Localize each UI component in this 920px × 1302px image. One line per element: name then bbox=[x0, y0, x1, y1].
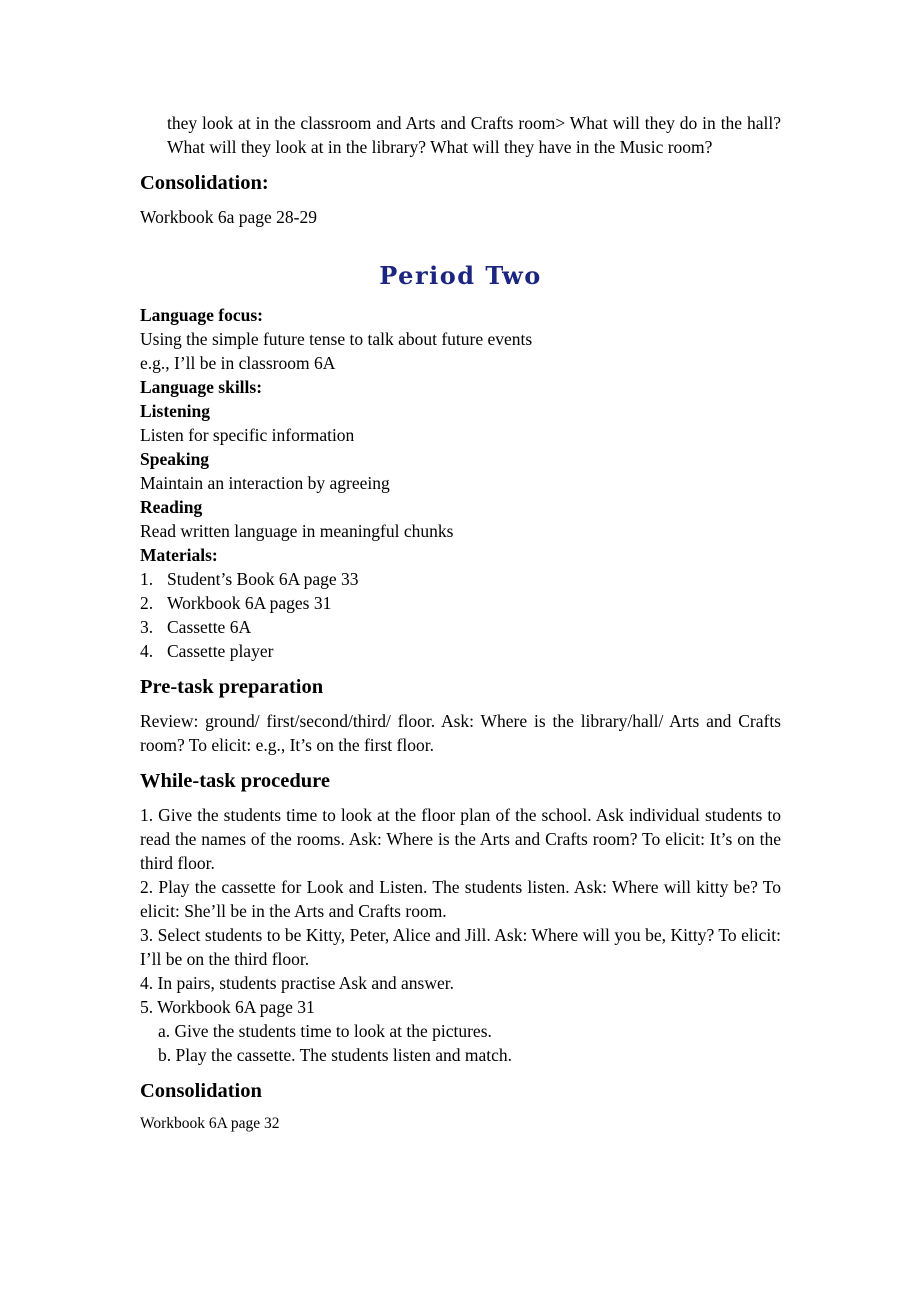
list-number: 1. bbox=[140, 569, 154, 589]
consolidation-text-2: Workbook 6A page 32 bbox=[140, 1115, 280, 1132]
language-focus-line: Using the simple future tense to talk about future events bbox=[140, 329, 533, 349]
list-text: Cassette player bbox=[167, 641, 274, 661]
reading-label: Reading bbox=[140, 497, 203, 517]
list-item bbox=[140, 567, 781, 591]
reading-text: Read written language in meaningful chunks bbox=[140, 521, 454, 541]
while-task-step: 5. Workbook 6A page 31 bbox=[140, 997, 315, 1017]
while-task-step: 4. In pairs, students practise Ask and answer. bbox=[140, 973, 454, 993]
while-task-substep: b. Play the cassette. The students listen and match. bbox=[158, 1045, 512, 1065]
listening-label: Listening bbox=[140, 401, 211, 421]
speaking-text: Maintain an interaction by agreeing bbox=[140, 473, 390, 493]
while-task-step: 2. Play the cassette for Look and Listen. The students listen. Ask: Where will kitty be? To elicit: She’ll be in the Arts and Crafts room. bbox=[140, 877, 781, 921]
while-task-substep: a. Give the students time to look at the pictures. bbox=[158, 1021, 492, 1041]
while-task-step: 3. Select students to be Kitty, Peter, Alice and Jill. Ask: Where will you be, Kitty? To elicit: I’ll be on the third floor. bbox=[140, 925, 781, 969]
list-text: Workbook 6A pages 31 bbox=[167, 593, 332, 613]
language-focus-example: e.g., I’ll be in classroom 6A bbox=[140, 353, 336, 373]
while-task-heading: While-task procedure bbox=[140, 770, 331, 792]
page-content bbox=[140, 111, 781, 1135]
pre-task-text: Review: ground/ first/second/third/ floor. Ask: Where is the library/hall/ Arts and Crafts room? To elicit: e.g., It’s on the first floor. bbox=[140, 711, 781, 755]
while-task-step: 1. Give the students time to look at the floor plan of the school. Ask individual students to read the names of the rooms. Ask: Where is the Arts and Crafts room? To elicit: It’s on the third floor. bbox=[140, 805, 781, 873]
consolidation-text: Workbook 6a page 28-29 bbox=[140, 207, 317, 227]
list-text: Cassette 6A bbox=[167, 617, 252, 637]
listening-text: Listen for specific information bbox=[140, 425, 355, 445]
language-skills-label: Language skills: bbox=[140, 377, 263, 397]
language-focus-label: Language focus: bbox=[140, 305, 263, 325]
list-item bbox=[140, 639, 781, 663]
materials-label: Materials: bbox=[140, 545, 218, 565]
consolidation-heading: Consolidation: bbox=[140, 172, 269, 194]
list-number: 4. bbox=[140, 641, 154, 661]
list-number: 3. bbox=[140, 617, 154, 637]
list-text: Student’s Book 6A page 33 bbox=[167, 569, 359, 589]
list-number: 2. bbox=[140, 593, 154, 613]
intro-paragraph: they look at in the classroom and Arts and Crafts room> What will they do in the hall? What will they look at in the library? What will they have in the Music room? bbox=[167, 113, 781, 157]
consolidation-heading-2: Consolidation bbox=[140, 1080, 262, 1102]
list-item bbox=[140, 591, 781, 615]
list-item bbox=[140, 615, 781, 639]
period-title: Period Two bbox=[379, 261, 542, 290]
pre-task-heading: Pre-task preparation bbox=[140, 676, 324, 698]
materials-list bbox=[140, 567, 781, 663]
speaking-label: Speaking bbox=[140, 449, 210, 469]
